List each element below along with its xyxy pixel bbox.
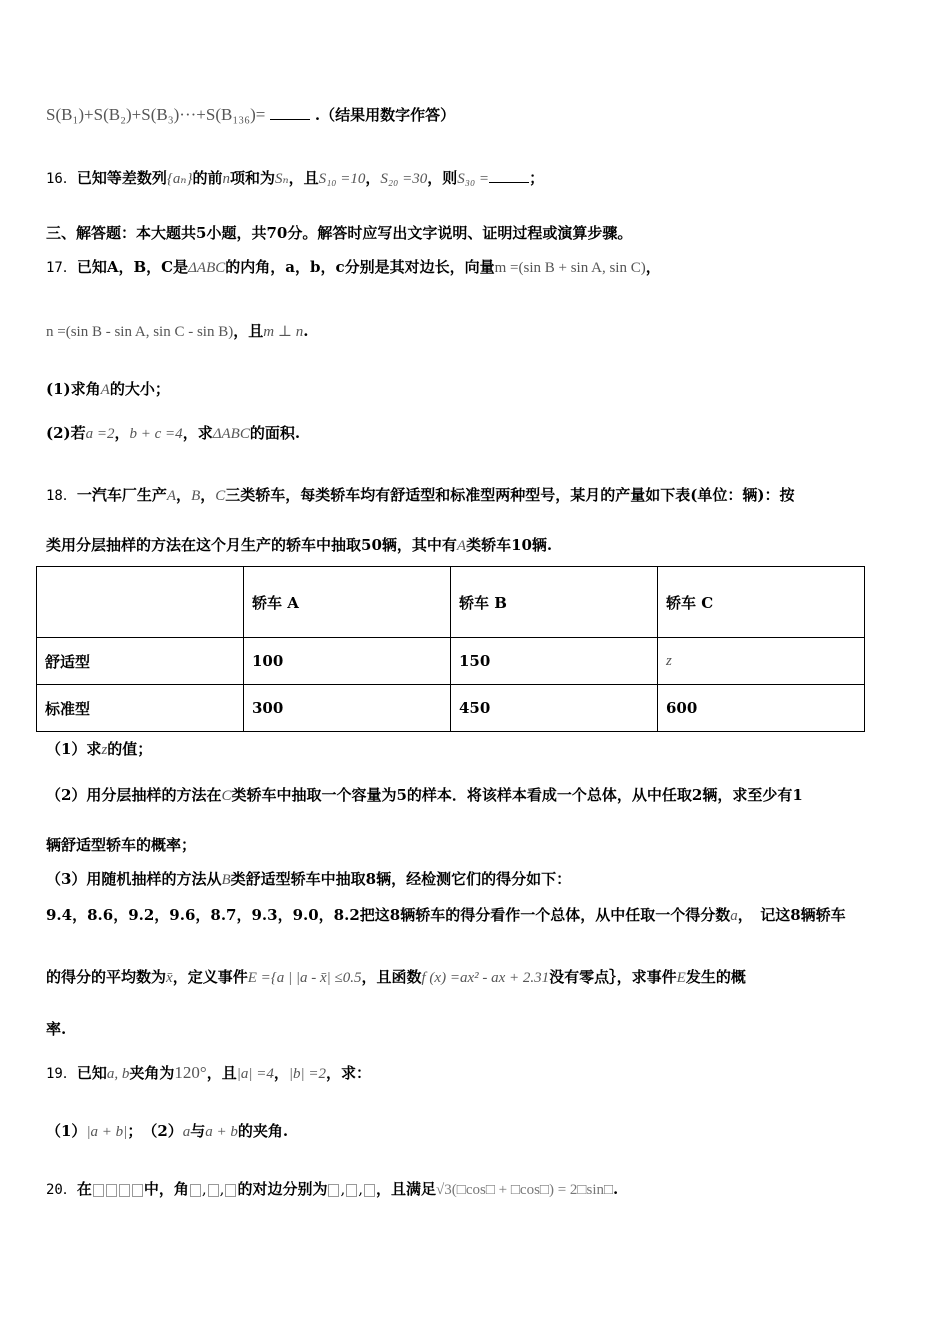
question-18-part3-line3: [46, 966, 746, 987]
math-event-def: E ={a | |a - x̄| ≤0.5: [247, 970, 362, 986]
text: ，: [114, 424, 130, 442]
math-xbar: x̄: [166, 970, 173, 986]
text: 的面积.: [249, 424, 301, 442]
text: （2）: [149, 1122, 183, 1140]
text: 类舒适型轿车中抽取8辆，经检测它们的得分如下：: [230, 870, 572, 888]
table-cell: 150: [451, 638, 658, 685]
text: ，: [200, 486, 216, 504]
score-list: 9.4，8.6，9.2，9.6，8.7，9.3，9.0，8.2: [46, 906, 360, 924]
math-sn: Sₙ: [274, 171, 289, 187]
text: 与: [190, 1122, 206, 1140]
text: (1)求角: [46, 380, 101, 398]
math-formula: √3(□cos□ + □cos□) = 2□sin□: [436, 1182, 614, 1198]
question-number: 19．: [46, 1066, 77, 1082]
math-abs-b: |b| =2: [288, 1066, 326, 1082]
math-A: A: [166, 488, 177, 504]
text: （1）求: [46, 740, 102, 758]
question-17-part2: [46, 422, 300, 443]
text: ，定义事件: [172, 968, 248, 986]
text: ，: [645, 258, 661, 276]
text: 的得分的平均数为: [46, 968, 167, 986]
math-B: B: [221, 872, 231, 888]
text: （2）用分层抽样的方法在: [46, 786, 222, 804]
math-triangle: ΔABC: [212, 426, 250, 442]
q15-note: .（结果用数字作答）: [314, 106, 456, 124]
table-header-cell: 轿车 A: [244, 567, 451, 638]
math-B: B: [191, 488, 201, 504]
text: 夹角为: [129, 1064, 175, 1082]
text: 类轿车10辆.: [466, 536, 553, 554]
text: ，: [273, 1064, 289, 1082]
text: 类用分层抽样的方法在这个月生产的轿车中抽取50辆，其中有: [46, 536, 457, 554]
math-angle: 120°: [174, 1063, 207, 1082]
q15-tail-line: [46, 104, 455, 125]
text: ，且函数: [361, 968, 422, 986]
table-cell: 100: [244, 638, 451, 685]
math-ab: a, b: [106, 1066, 130, 1082]
text: ，: [365, 169, 381, 187]
math-bc-eq: b + c =4: [129, 426, 183, 442]
question-number: 20．: [46, 1182, 77, 1198]
q15-sum-expression: S(B₁)+S(B₂)+S(B₃)···+S(B₁₃₆)=: [46, 105, 266, 124]
text: 的夹角.: [237, 1122, 289, 1140]
math-triangle: ΔABC: [188, 260, 226, 276]
text: (2)若: [46, 424, 86, 442]
math-a: a: [182, 1124, 191, 1140]
question-18: [46, 484, 794, 505]
question-number: 18．: [46, 488, 77, 504]
math-sequence: {aₙ}: [166, 171, 193, 187]
question-19-parts: [46, 1120, 288, 1141]
text: 的内角，a，b，c分别是其对边长，向量: [225, 258, 495, 276]
math-abs-sum: |a + b|: [86, 1124, 128, 1140]
production-table: [36, 566, 865, 732]
question-18-part2-line2: 辆舒适型轿车的概率；: [46, 836, 197, 854]
question-18-part3: [46, 868, 571, 889]
math-a-eq: a =2: [85, 426, 115, 442]
question-17-line2: [46, 320, 308, 341]
missing-glyph-boxes: , ,: [189, 1180, 238, 1198]
text: 的前: [192, 169, 223, 187]
table-header-cell: 轿车 C: [658, 567, 865, 638]
table-header-row: [37, 567, 865, 638]
question-number: 16．: [46, 171, 77, 187]
table-header-cell: 轿车 B: [451, 567, 658, 638]
text: 的大小；: [109, 380, 170, 398]
text: （1）: [46, 1122, 87, 1140]
math-abs-a: |a| =4: [236, 1066, 274, 1082]
question-20: [46, 1178, 618, 1199]
text: .: [303, 322, 309, 340]
text: 在: [76, 1180, 92, 1198]
question-17-part1: [46, 378, 170, 399]
question-number: 17．: [46, 260, 77, 276]
text: ，求：: [325, 1064, 371, 1082]
math-a: a: [730, 908, 738, 924]
math-function: f (x) =ax² - ax + 2.31: [421, 970, 550, 986]
text: ，且: [288, 169, 319, 187]
text: 没有零点｝，求事件: [549, 968, 677, 986]
math-C: C: [215, 488, 226, 504]
question-19: [46, 1062, 371, 1083]
table-cell: 600: [658, 685, 865, 732]
math-E: E: [676, 970, 686, 986]
text: ；: [127, 1122, 135, 1140]
missing-glyph-boxes: [92, 1180, 144, 1198]
question-18-part3-line2: [46, 904, 846, 925]
math-perpendicular: m ⊥ n: [263, 324, 304, 340]
text: ，求: [182, 424, 213, 442]
question-18-part3-line4: 率.: [46, 1020, 67, 1038]
question-16: [46, 167, 544, 188]
text: 项和为: [229, 169, 275, 187]
math-A: A: [100, 382, 110, 398]
text: 的对边分别为: [237, 1180, 328, 1198]
section-heading: 三、解答题：本大题共5小题，共70分。解答时应写出文字说明、证明过程或演算步骤。: [46, 224, 633, 242]
answer-blank: [489, 170, 529, 183]
question-18-part1: [46, 738, 152, 759]
text: 已知A，B，C是: [76, 258, 189, 276]
math-sum: a + b: [205, 1124, 238, 1140]
math-n: n: [222, 171, 230, 187]
text: 三类轿车，每类轿车均有舒适型和标准型两种型号，某月的产量如下表(单位：辆)：按: [225, 486, 795, 504]
text: 发生的概: [685, 968, 746, 986]
text: 把这8辆轿车的得分看作一个总体，从中任取一个得分数: [359, 906, 731, 924]
math-s30: S₃₀ =: [457, 171, 490, 187]
table-row: [37, 638, 865, 685]
text: 中，角: [143, 1180, 189, 1198]
table-cell: 300: [244, 685, 451, 732]
math-vector-m: m =(sin B + sin A, sin C): [494, 260, 646, 276]
question-18-line2: [46, 534, 552, 555]
table-cell: 标准型: [37, 685, 244, 732]
question-17: [46, 256, 661, 277]
text: ，且满足: [376, 1180, 437, 1198]
text: ，且: [206, 1064, 237, 1082]
text: 已知等差数列: [76, 169, 167, 187]
text: ，则: [427, 169, 458, 187]
math-C: C: [221, 788, 232, 804]
text: 已知: [76, 1064, 107, 1082]
table-header-cell: [37, 567, 244, 638]
text: ， 记这8辆轿车: [737, 906, 846, 924]
missing-glyph-boxes: , ,: [327, 1180, 376, 1198]
question-18-part2: [46, 784, 803, 805]
text: 一汽车厂生产: [76, 486, 167, 504]
math-s20: S₂₀ =30: [380, 171, 428, 187]
text: .: [613, 1180, 619, 1198]
math-vector-n: n =(sin B - sin A, sin C - sin B): [46, 324, 234, 340]
table-cell: 舒适型: [37, 638, 244, 685]
text: ，且: [233, 322, 264, 340]
text: ；: [529, 169, 545, 187]
answer-blank: [270, 107, 310, 120]
text: （3）用随机抽样的方法从: [46, 870, 222, 888]
math-z: z: [101, 742, 108, 758]
text: 的值；: [107, 740, 153, 758]
table-cell: z: [658, 638, 865, 685]
math-s10: S₁₀ =10: [318, 171, 366, 187]
table-cell: 450: [451, 685, 658, 732]
math-A: A: [456, 538, 467, 554]
text: ，: [176, 486, 192, 504]
text: 类轿车中抽取一个容量为5的样本．将该样本看成一个总体，从中任取2辆，求至少有1: [231, 786, 803, 804]
table-row: [37, 685, 865, 732]
